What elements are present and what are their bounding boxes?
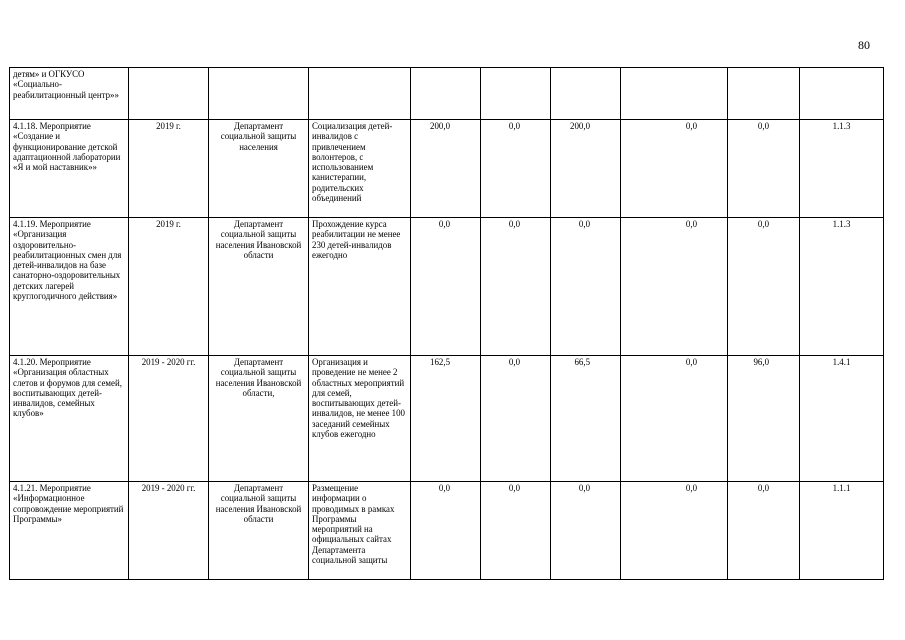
value-cell: 200,0 — [411, 120, 481, 218]
executor-cell: Департамент социальной защиты населения Ивановской области, — [209, 356, 309, 482]
value-cell — [621, 68, 728, 120]
result-cell: Прохождение курса реабилитации не менее 230 детей-инвалидов ежегодно — [309, 218, 411, 356]
indicator-code-cell: 1.1.3 — [800, 120, 884, 218]
period-cell: 2019 г. — [129, 218, 209, 356]
value-cell: 0,0 — [728, 218, 800, 356]
activity-name-cell: 4.1.21. Мероприятие «Информационное сопровождение мероприятий Программы» — [10, 482, 129, 580]
result-cell: Размещение информации о проводимых в рамках Программы мероприятий на официальных сайтах Департамента социальной защиты — [309, 482, 411, 580]
value-cell: 0,0 — [481, 482, 551, 580]
value-cell: 0,0 — [621, 356, 728, 482]
executor-cell — [209, 68, 309, 120]
result-cell: Организация и проведение не менее 2 областных мероприятий для семей, воспитывающих детей-инвалидов, не менее 100 заседаний семейных клубов ежегодно — [309, 356, 411, 482]
period-cell: 2019 г. — [129, 120, 209, 218]
period-cell: 2019 - 2020 гг. — [129, 356, 209, 482]
executor-cell: Департамент социальной защиты населения — [209, 120, 309, 218]
activity-name-cell: детям» и ОГКУСО «Социально-реабилитационный центр»» — [10, 68, 129, 120]
value-cell: 0,0 — [411, 482, 481, 580]
value-cell — [551, 68, 621, 120]
value-cell: 0,0 — [621, 120, 728, 218]
indicator-code-cell: 1.1.3 — [800, 218, 884, 356]
indicator-code-cell: 1.4.1 — [800, 356, 884, 482]
value-cell: 162,5 — [411, 356, 481, 482]
value-cell — [481, 68, 551, 120]
value-cell: 200,0 — [551, 120, 621, 218]
table-row — [10, 356, 884, 482]
value-cell: 96,0 — [728, 356, 800, 482]
activity-name-cell: 4.1.19. Мероприятие «Организация оздоровительно-реабилитационных смен для детей-инвалидов на базе санаторно-оздоровительных детских лагерей круглогодичного действия» — [10, 218, 129, 356]
activity-name-cell: 4.1.20. Мероприятие «Организация областных слетов и форумов для семей, воспитывающих детей-инвалидов, семейных клубов» — [10, 356, 129, 482]
value-cell: 0,0 — [481, 356, 551, 482]
value-cell — [728, 68, 800, 120]
period-cell: 2019 - 2020 гг. — [129, 482, 209, 580]
table-row — [10, 120, 884, 218]
value-cell: 0,0 — [551, 218, 621, 356]
value-cell — [411, 68, 481, 120]
value-cell: 0,0 — [551, 482, 621, 580]
value-cell: 0,0 — [481, 120, 551, 218]
result-cell: Социализация детей-инвалидов с привлечением волонтеров, с использованием канистерапии, родительских объединений — [309, 120, 411, 218]
table-row — [10, 68, 884, 120]
executor-cell: Департамент социальной защиты населения Ивановской области — [209, 218, 309, 356]
period-cell — [129, 68, 209, 120]
indicator-code-cell: 1.1.1 — [800, 482, 884, 580]
value-cell: 0,0 — [728, 120, 800, 218]
indicator-code-cell — [800, 68, 884, 120]
executor-cell: Департамент социальной защиты населения Ивановской области — [209, 482, 309, 580]
program-activities-table — [9, 67, 884, 580]
result-cell — [309, 68, 411, 120]
table-row — [10, 218, 884, 356]
value-cell: 0,0 — [728, 482, 800, 580]
value-cell: 0,0 — [481, 218, 551, 356]
page-number: 80 — [858, 38, 870, 52]
value-cell: 0,0 — [411, 218, 481, 356]
activity-name-cell: 4.1.18. Мероприятие «Создание и функционирование детской адаптационной лаборатории «Я и мой наставник»» — [10, 120, 129, 218]
table-row — [10, 482, 884, 580]
value-cell: 66,5 — [551, 356, 621, 482]
value-cell: 0,0 — [621, 482, 728, 580]
value-cell: 0,0 — [621, 218, 728, 356]
